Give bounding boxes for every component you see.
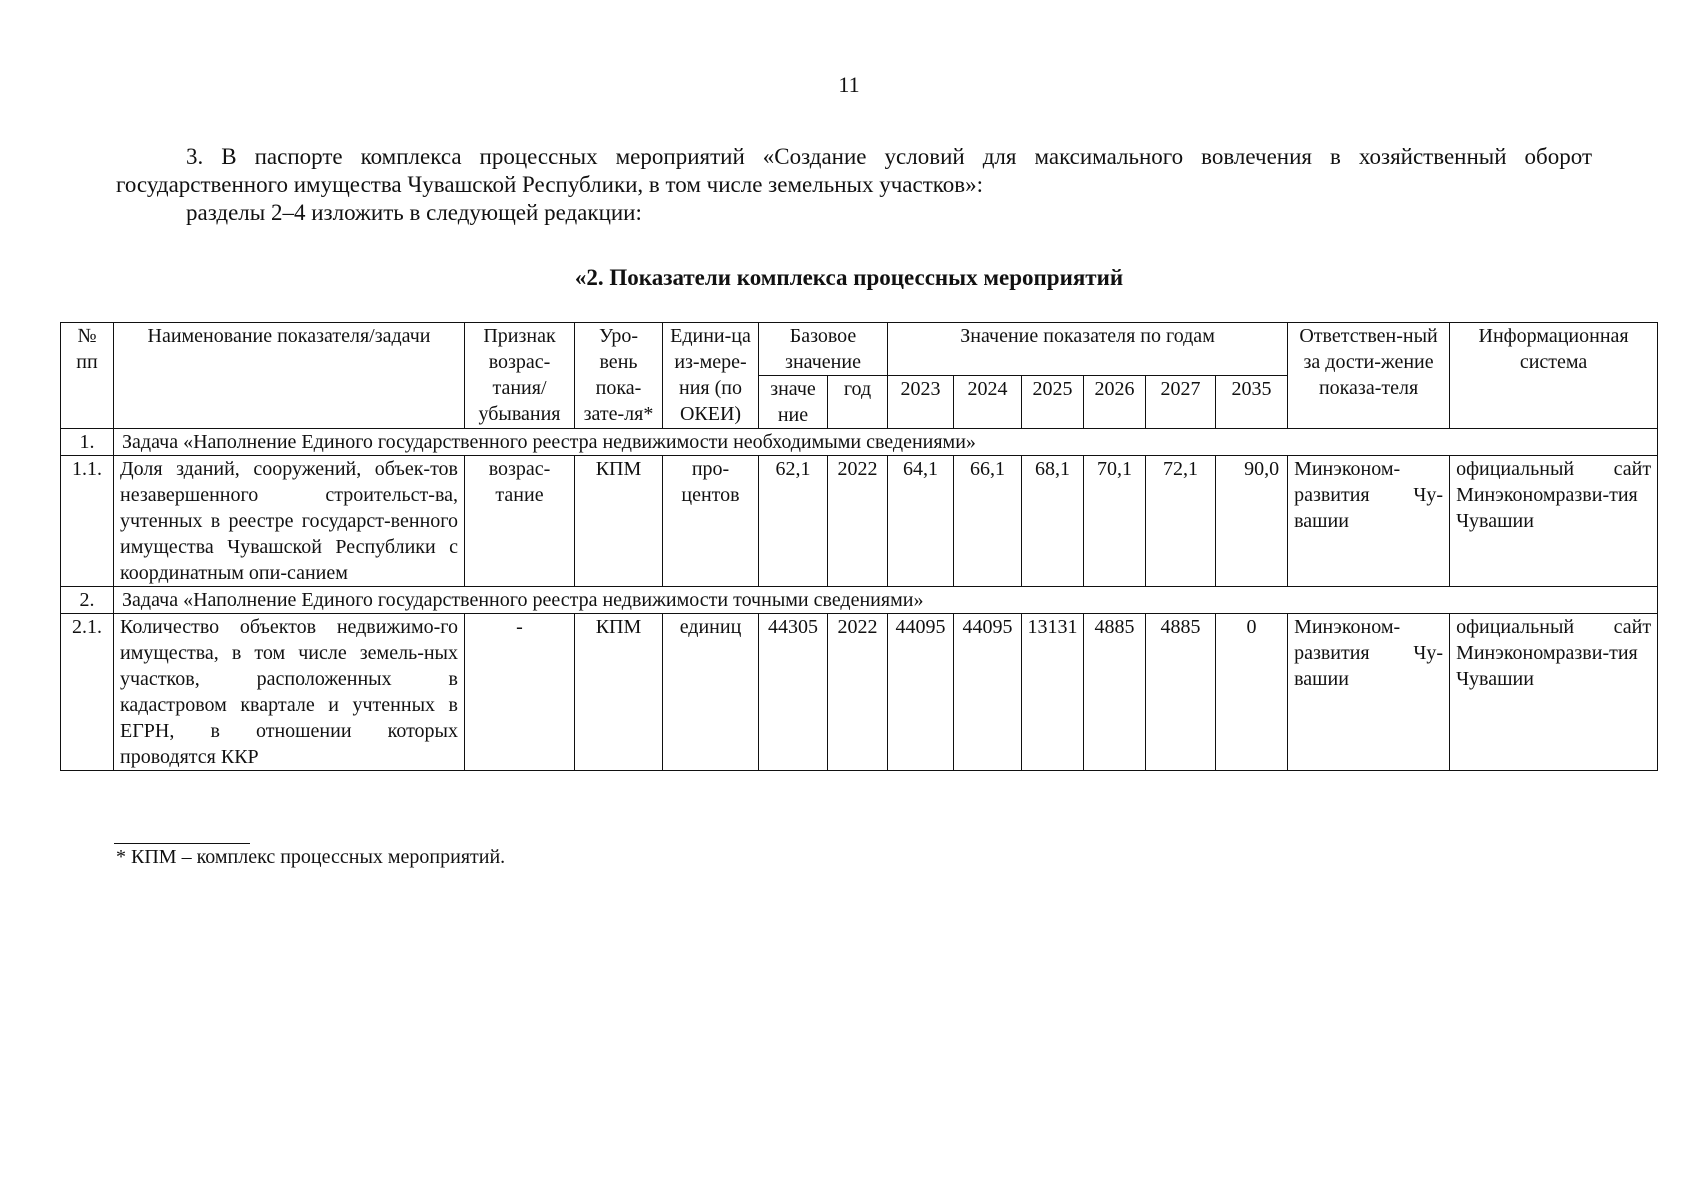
- row-base-value: 44305: [759, 614, 828, 771]
- header-year: 2024: [954, 376, 1022, 429]
- header-name: Наименование показателя/задачи: [114, 323, 465, 429]
- intro-paragraph-1: 3. В паспорте комплекса процессных мероприятий «Создание условий для максимального вовлечения в хозяйственный оборот государственного имущества Чувашской Республики, в том числе земельных участков»:: [116, 144, 1592, 197]
- header-unit: Едини-ца из-мере-ния (по ОКЕИ): [663, 323, 759, 429]
- header-year: 2026: [1084, 376, 1146, 429]
- task-num: 2.: [61, 587, 114, 614]
- row-level: КПМ: [575, 614, 663, 771]
- row-value-2024: 66,1: [954, 456, 1022, 587]
- header-base: Базовое значение: [759, 323, 888, 376]
- table-header-row: [61, 323, 1658, 376]
- row-system: официальный сайт Минэкономразви-тия Чувашии: [1450, 456, 1658, 587]
- header-trend: Признак возрас-тания/ убывания: [465, 323, 575, 429]
- footnote: * КПМ – комплекс процессных мероприятий.: [116, 846, 506, 868]
- task-row: [61, 429, 1658, 456]
- row-system: официальный сайт Минэкономразви-тия Чувашии: [1450, 614, 1658, 771]
- row-name: Доля зданий, сооружений, объек-тов незавершенного строительст-ва, учтенных в реестре государст-венного имущества Чувашской Республики с координатным опи-санием: [114, 456, 465, 587]
- row-trend: возрас-тание: [465, 456, 575, 587]
- row-responsible: Минэконом-развития Чу-вашии: [1288, 456, 1450, 587]
- row-base-year: 2022: [828, 614, 888, 771]
- row-value-2027: 72,1: [1146, 456, 1216, 587]
- row-value-2023: 44095: [888, 614, 954, 771]
- footnote-divider: [114, 843, 250, 844]
- header-year: 2035: [1216, 376, 1288, 429]
- intro-text: [116, 143, 1592, 227]
- indicators-table: [60, 322, 1658, 771]
- header-num: № пп: [61, 323, 114, 429]
- row-value-2035: 90,0: [1216, 456, 1288, 587]
- header-years-group: Значение показателя по годам: [888, 323, 1288, 376]
- page-number: 11: [838, 72, 860, 97]
- row-base-year: 2022: [828, 456, 888, 587]
- row-value-2023: 64,1: [888, 456, 954, 587]
- row-value-2035: 0: [1216, 614, 1288, 771]
- header-base-value: значе ние: [759, 376, 828, 429]
- task-title: Задача «Наполнение Единого государственного реестра недвижимости необходимыми сведениями»: [114, 429, 1658, 456]
- header-responsible: Ответствен-ный за дости-жение показа-теля: [1288, 323, 1450, 429]
- task-num: 1.: [61, 429, 114, 456]
- row-trend: -: [465, 614, 575, 771]
- row-value-2024: 44095: [954, 614, 1022, 771]
- row-value-2027: 4885: [1146, 614, 1216, 771]
- header-year: 2023: [888, 376, 954, 429]
- table-row: [61, 456, 1658, 587]
- row-value-2026: 70,1: [1084, 456, 1146, 587]
- row-value-2025: 68,1: [1022, 456, 1084, 587]
- row-responsible: Минэконом-развития Чу-вашии: [1288, 614, 1450, 771]
- header-year: 2025: [1022, 376, 1084, 429]
- header-system: Информационная система: [1450, 323, 1658, 429]
- row-level: КПМ: [575, 456, 663, 587]
- row-value-2025: 13131: [1022, 614, 1084, 771]
- header-base-year: год: [828, 376, 888, 429]
- row-value-2026: 4885: [1084, 614, 1146, 771]
- row-num: 1.1.: [61, 456, 114, 587]
- task-row: [61, 587, 1658, 614]
- task-title: Задача «Наполнение Единого государственного реестра недвижимости точными сведениями»: [114, 587, 1658, 614]
- row-num: 2.1.: [61, 614, 114, 771]
- row-unit: про-центов: [663, 456, 759, 587]
- header-level: Уро-вень пока-зате-ля*: [575, 323, 663, 429]
- row-base-value: 62,1: [759, 456, 828, 587]
- table-row: [61, 614, 1658, 771]
- row-name: Количество объектов недвижимо-го имущества, в том числе земель-ных участков, расположенных в кадастровом квартале и учтенных в ЕГРН, в отношении которых проводятся ККР: [114, 614, 465, 771]
- intro-paragraph-2: разделы 2–4 изложить в следующей редакции:: [186, 200, 642, 225]
- header-year: 2027: [1146, 376, 1216, 429]
- section-heading: «2. Показатели комплекса процессных мероприятий: [574, 265, 1124, 290]
- row-unit: единиц: [663, 614, 759, 771]
